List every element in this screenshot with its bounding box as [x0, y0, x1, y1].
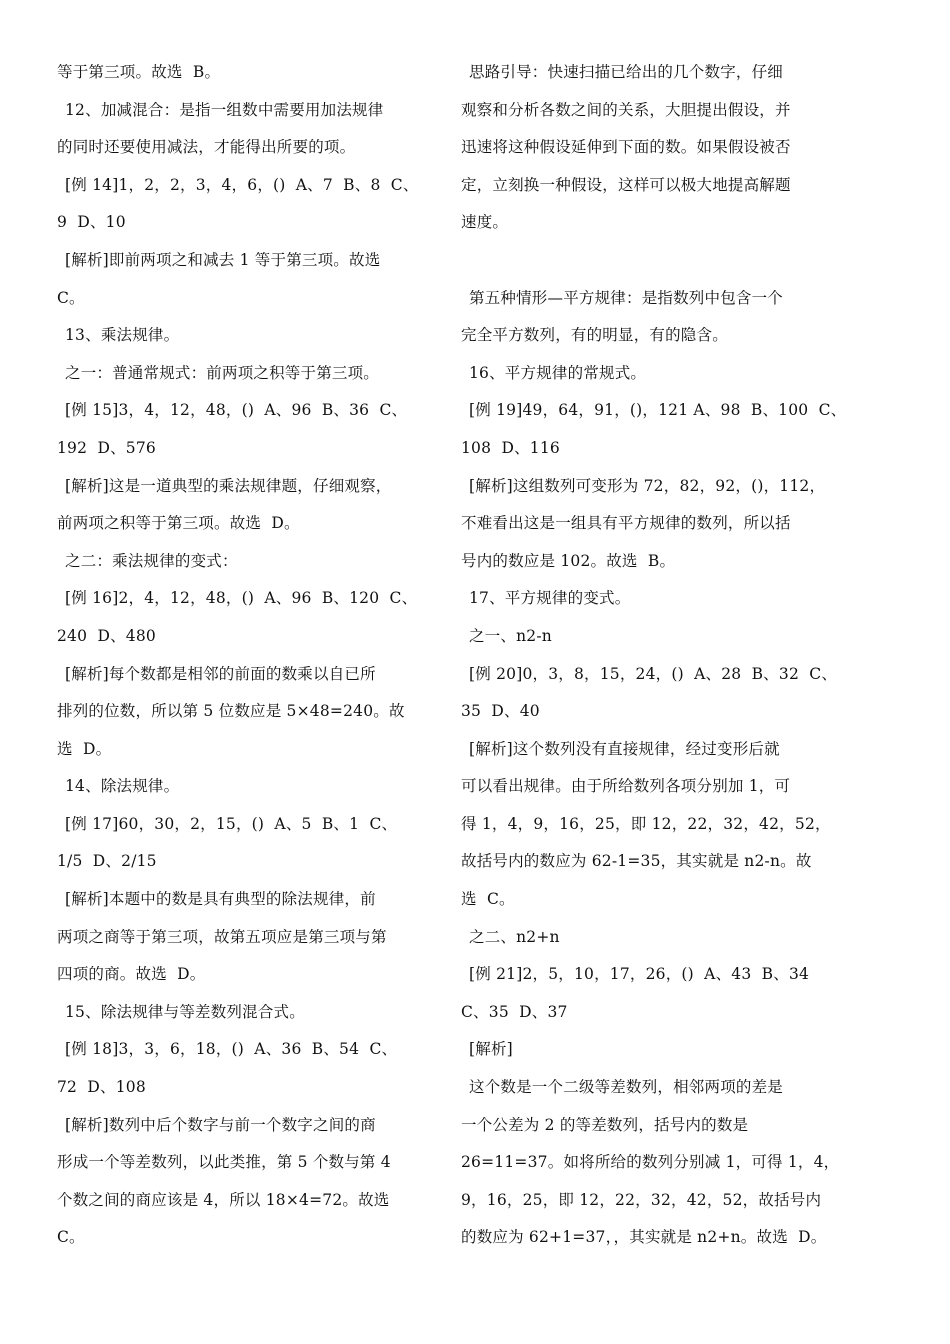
text-line: [解析]数列中后个数字与前一个数字之间的商: [65, 1115, 376, 1134]
text-line: 完全平方数列，有的明显，有的隐含。: [461, 326, 728, 345]
text-line: 72 D、108: [57, 1078, 146, 1097]
text-line: 13、乘法规律。: [65, 326, 180, 345]
text-line: [解析]这组数列可变形为 72，82，92，()，112，: [469, 476, 826, 495]
text-line: [例 20]0，3，8，15，24，() A、28 B、32 C、: [469, 664, 838, 683]
text-line: 这个数是一个二级等差数列，相邻两项的差是: [469, 1078, 784, 1097]
text-line: 选 C。: [461, 890, 515, 909]
text-line: 故括号内的数应为 62-1=35，其实就是 n2-n。故: [461, 852, 812, 871]
text-line: 108 D、116: [461, 438, 560, 457]
text-line: 9，16，25，即 12，22，32，42，52，故括号内: [461, 1190, 822, 1209]
text-line: 前两项之积等于第三项。故选 D。: [57, 514, 300, 533]
text-line: 速度。: [461, 213, 509, 232]
text-line: 号内的数应是 102。故选 B。: [461, 551, 676, 570]
text-line: 形成一个等差数列，以此类推，第 5 个数与第 4: [57, 1153, 391, 1172]
text-line: [解析]每个数都是相邻的前面的数乘以自已所: [65, 664, 376, 683]
text-line: C。: [57, 1228, 85, 1247]
text-line: 个数之间的商应该是 4，所以 18×4=72。故选: [57, 1190, 390, 1209]
text-line: 15、除法规律与等差数列混合式。: [65, 1002, 305, 1021]
text-line: 的同时还要使用减法，才能得出所要的项。: [57, 138, 356, 157]
text-line: C、35 D、37: [461, 1002, 568, 1021]
text-line: [例 21]2，5，10，17，26，() A、43 B、34: [469, 965, 810, 984]
text-line: 两项之商等于第三项，故第五项应是第三项与第: [57, 927, 387, 946]
text-line: [例 14]1，2，2，3，4，6，() A、7 B、8 C、: [65, 175, 419, 194]
text-line: 14、除法规律。: [65, 777, 180, 796]
text-line: 迅速将这种假设延伸到下面的数。如果假设被否: [461, 138, 791, 157]
text-line: 可以看出规律。由于所给数列各项分别加 1，可: [461, 777, 791, 796]
text-line: 思路引导：快速扫描已给出的几个数字，仔细: [469, 63, 784, 81]
text-line: 定，立刻换一种假设，这样可以极大地提高解题: [461, 175, 791, 194]
text-line: [解析]: [469, 1040, 513, 1059]
text-line: 四项的商。故选 D。: [57, 965, 206, 984]
text-line: 一个公差为 2 的等差数列，括号内的数是: [461, 1115, 749, 1134]
text-line: 12、加减混合：是指一组数中需要用加法规律: [65, 100, 384, 119]
text-line: 9 D、10: [57, 213, 126, 232]
left-column: [57, 54, 419, 1257]
text-line: 192 D、576: [57, 438, 156, 457]
text-line: [例 18]3，3，6，18，() A、36 B、54 C、: [65, 1040, 398, 1059]
text-line: 观察和分析各数之间的关系，大胆提出假设，并: [461, 100, 791, 119]
text-line: 不难看出这是一组具有平方规律的数列，所以括: [461, 514, 791, 533]
text-line: 之二：乘法规律的变式：: [65, 551, 238, 570]
text-line: 得 1，4，9，16，25，即 12，22，32，42，52，: [461, 814, 831, 833]
text-line: 的数应为 62+1=37，，其实就是 n2+n。故选 D。: [461, 1228, 827, 1247]
text-line: 第五种情形—平方规律：是指数列中包含一个: [469, 288, 784, 307]
text-line: 17、平方规律的变式。: [469, 589, 631, 608]
text-line: [例 19]49，64，91，()，121 A、98 B、100 C、: [469, 401, 847, 420]
blank-line: [461, 242, 816, 280]
text-line: [例 16]2，4，12，48，() A、96 B、120 C、: [65, 589, 418, 608]
text-line: 选 D。: [57, 739, 112, 758]
text-line: 排列的位数，所以第 5 位数应是 5×48=240。故: [57, 702, 405, 721]
text-line: C。: [57, 288, 85, 307]
text-line: 16、平方规律的常规式。: [469, 363, 647, 382]
text-line: [例 15]3，4，12，48，() A、96 B、36 C、: [65, 401, 408, 420]
text-line: 等于第三项。故选 B。: [57, 63, 221, 81]
text-line: [解析]这是一道典型的乘法规律题，仔细观察，: [65, 476, 392, 495]
text-line: 35 D、40: [461, 702, 540, 721]
text-line: 之一、n2-n: [469, 626, 552, 645]
text-line: 之二、n2+n: [469, 927, 560, 946]
text-line: [例 17]60，30，2，15，() A、5 B、1 C、: [65, 814, 398, 833]
text-line: 240 D、480: [57, 626, 156, 645]
text-line: [解析]本题中的数是具有典型的除法规律，前: [65, 890, 376, 909]
text-line: [解析]这个数列没有直接规律，经过变形后就: [469, 739, 780, 758]
text-line: 26=11=37。如将所给的数列分别减 1，可得 1，4，: [461, 1153, 840, 1172]
text-line: 之一：普通常规式：前两项之积等于第三项。: [65, 363, 380, 382]
text-line: 1/5 D、2/15: [57, 852, 157, 871]
right-column: [461, 54, 847, 1257]
text-line: [解析]即前两项之和减去 1 等于第三项。故选: [65, 250, 381, 269]
